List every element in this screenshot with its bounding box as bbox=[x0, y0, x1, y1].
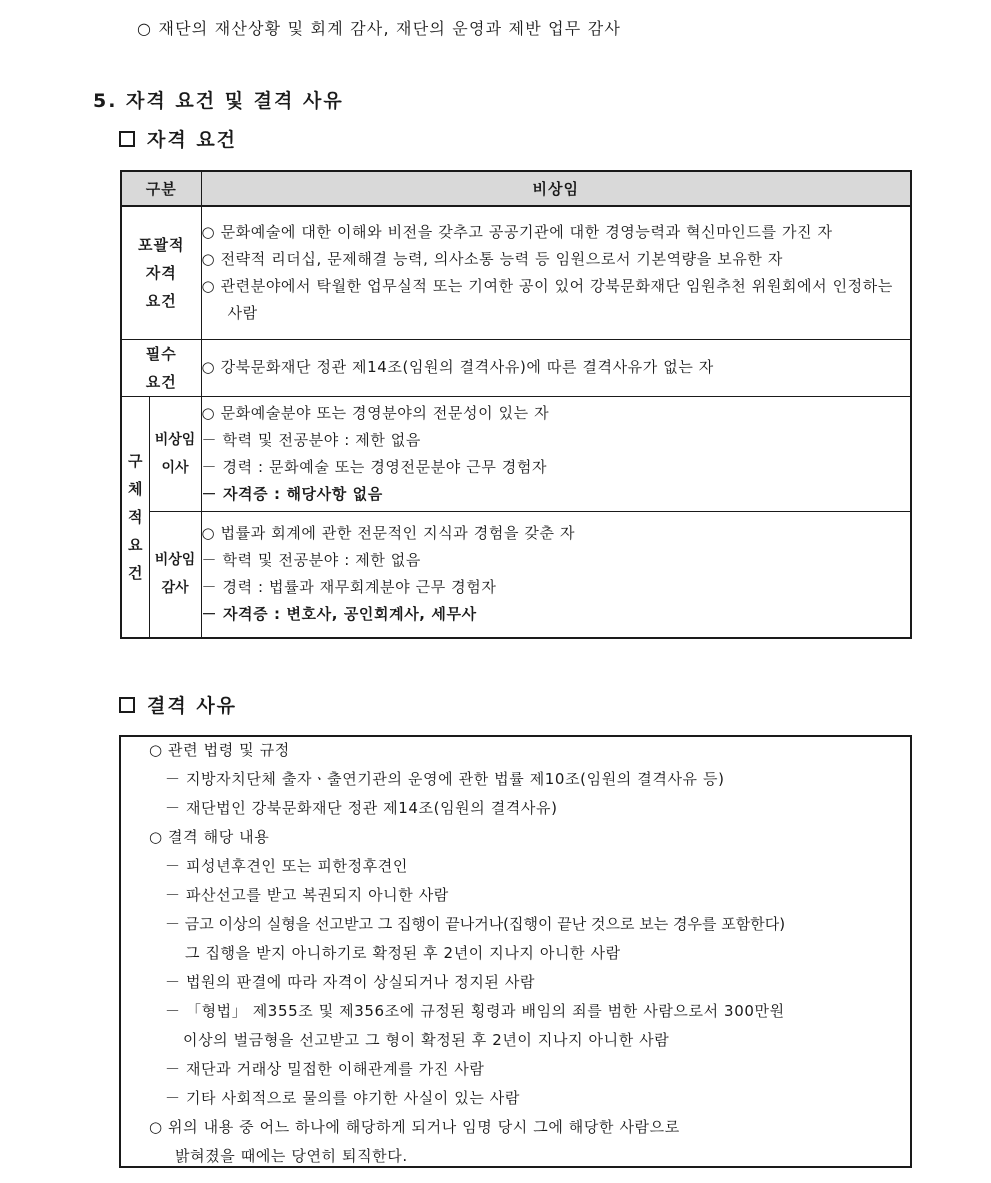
list-item: ○ 결격 해당 내용 bbox=[149, 828, 270, 846]
list-item: ○ 관련분야에서 탁월한 업무실적 또는 기여한 공이 있어 강북문화재단 임원추천 위원회에서 인정하는 사람 bbox=[201, 276, 893, 322]
disqualification-title: 결격 사유 bbox=[147, 695, 238, 717]
list-item: － 법원의 판결에 따라 자격이 상실되거나 정지된 사람 bbox=[165, 973, 536, 991]
header-nonstanding: 비상임 bbox=[201, 171, 911, 206]
auditor-label: 비상임 감사 bbox=[149, 511, 201, 638]
director-label: 비상임 이사 bbox=[149, 396, 201, 511]
list-item: － 피성년후견인 또는 피한정후견인 bbox=[165, 857, 408, 875]
square-bullet-icon bbox=[119, 697, 135, 713]
list-item: － 재단법인 강북문화재단 정관 제14조(임원의 결격사유) bbox=[165, 799, 558, 817]
list-item: ○ 문화예술에 대한 이해와 비전을 갖추고 공공기관에 대한 경영능력과 혁신마인드를 가진 자 bbox=[201, 222, 833, 241]
list-item: ○ 전략적 리더십, 문제해결 능력, 의사소통 능력 등 임원으로서 기본역량을 보유한 자 bbox=[201, 249, 783, 268]
list-item: － 학력 및 전공분야 : 제한 없음 bbox=[201, 551, 421, 570]
section-title: 5. 자격 요건 및 결격 사유 bbox=[93, 90, 344, 112]
list-item: － 학력 및 전공분야 : 제한 없음 bbox=[201, 430, 421, 449]
list-item: － 경력 : 법률과 재무회계분야 근무 경험자 bbox=[201, 578, 497, 597]
list-item: ○ 법률과 회계에 관한 전문적인 지식과 경험을 갖춘 자 bbox=[201, 524, 576, 543]
list-item: ○ 관련 법령 및 규정 bbox=[149, 741, 290, 759]
qualification-table bbox=[120, 170, 912, 639]
auditor-content bbox=[201, 511, 911, 638]
list-item: － 기타 사회적으로 물의를 야기한 사실이 있는 사람 bbox=[165, 1089, 520, 1107]
essential-row bbox=[121, 339, 911, 396]
list-item: － 자격증 : 해당사항 없음 bbox=[201, 484, 383, 503]
list-item: ○ 문화예술분야 또는 경영분야의 전문성이 있는 자 bbox=[201, 403, 550, 422]
list-item: － 지방자치단체 출자ㆍ출연기관의 운영에 관한 법률 제10조(임원의 결격사유 등) bbox=[165, 770, 725, 788]
list-item: － 「형법」 제355조 및 제356조에 규정된 횡령과 배임의 죄를 범한 사람으로서 300만원 bbox=[165, 1002, 785, 1020]
disqualification-heading bbox=[119, 691, 237, 718]
comprehensive-content bbox=[201, 206, 911, 339]
qualification-title: 자격 요건 bbox=[147, 129, 238, 151]
director-content bbox=[201, 396, 911, 511]
disqualification-box bbox=[119, 735, 912, 1168]
list-item: － 재단과 거래상 밀접한 이해관계를 가진 사람 bbox=[165, 1060, 485, 1078]
header-category: 구분 bbox=[121, 171, 201, 206]
specific-label: 구 체 적 요 건 bbox=[121, 396, 149, 638]
list-item: － 자격증 : 변호사, 공인회계사, 세무사 bbox=[201, 605, 477, 624]
auditor-row bbox=[121, 511, 911, 638]
list-item: 이상의 벌금형을 선고받고 그 형이 확정된 후 2년이 지나지 아니한 사람 bbox=[183, 1031, 670, 1049]
list-item: － 파산선고를 받고 복권되지 아니한 사람 bbox=[165, 886, 449, 904]
essential-content bbox=[201, 339, 911, 396]
square-bullet-icon bbox=[119, 131, 135, 147]
list-item: 밝혀졌을 때에는 당연히 퇴직한다. bbox=[175, 1147, 408, 1165]
director-row bbox=[121, 396, 911, 511]
comprehensive-row bbox=[121, 206, 911, 339]
essential-label: 필수 요건 bbox=[121, 339, 201, 396]
list-item: ○ 위의 내용 중 어느 하나에 해당하게 되거나 임명 당시 그에 해당한 사람으로 bbox=[149, 1118, 680, 1136]
list-item: ○ 강북문화재단 정관 제14조(임원의 결격사유)에 따른 결격사유가 없는 자 bbox=[201, 358, 714, 376]
list-item: 그 집행을 받지 아니하기로 확정된 후 2년이 지나지 아니한 사람 bbox=[185, 944, 621, 962]
table-header-row bbox=[121, 171, 911, 206]
comprehensive-label: 포괄적 자격 요건 bbox=[121, 206, 201, 339]
qualification-heading bbox=[119, 125, 237, 152]
list-item: － 경력 : 문화예술 또는 경영전문분야 근무 경험자 bbox=[201, 457, 548, 476]
audit-duty-line: ○ 재단의 재산상황 및 회계 감사, 재단의 운영과 제반 업무 감사 bbox=[137, 19, 622, 38]
list-item: － 금고 이상의 실형을 선고받고 그 집행이 끝나거나(집행이 끝난 것으로 보는 경우를 포함한다) bbox=[165, 915, 786, 933]
